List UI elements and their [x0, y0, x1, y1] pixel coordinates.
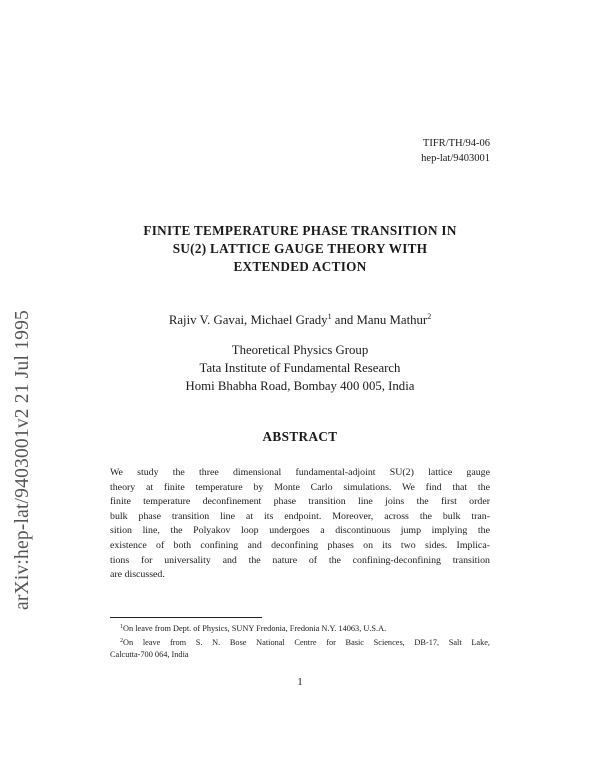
abstract-text [110, 466, 490, 583]
author-name: Manu Mathur [356, 313, 428, 327]
affiliation-line: Homi Bhabha Road, Bombay 400 005, India [185, 379, 415, 393]
footnote-marker: 2 [120, 638, 123, 645]
footnote-2 [110, 635, 490, 649]
abstract-line: bulk phase transition line at its endpoint. Moreover, across the bulk tran- [110, 510, 490, 522]
abstract-line: are discussed. [110, 569, 165, 581]
footnote-marker: 1 [327, 312, 332, 321]
author-list [80, 312, 520, 328]
abstract-heading: ABSTRACT [262, 429, 338, 444]
affiliation-line: Theoretical Physics Group [231, 343, 369, 357]
page-number: 1 [297, 676, 303, 688]
abstract-line: finite temperature deconfinement phase transition line joins the first order [110, 496, 490, 508]
title-line: EXTENDED ACTION [233, 259, 367, 274]
arxiv-margin-stamp: arXiv:hep-lat/9403001v2 21 Jul 1995 [12, 309, 33, 610]
abstract-line: sition line, the Polyakov loop undergoes a discontinuous jump implying the [110, 525, 490, 537]
footnote-marker: 2 [427, 312, 432, 321]
arxiv-identifier: hep-lat/9403001 [421, 153, 490, 164]
footnote-2-continuation: Calcutta-700 064, India [110, 650, 189, 660]
report-numbers [421, 136, 490, 166]
abstract-line: existence of both confining and deconfining phases on its two sides. Implica- [110, 539, 490, 551]
author-conjunction: and [331, 313, 357, 327]
abstract-line: We study the three dimensional fundamental-adjoint SU(2) lattice gauge [110, 467, 490, 478]
affiliation-line: Tata Institute of Fundamental Research [199, 361, 401, 375]
footnote-text: On leave from S. N. Bose National Centre for Basic Sciences, DB-17, Salt Lake, [123, 638, 490, 648]
footnote-marker: 1 [120, 624, 123, 630]
author-name: Michael Grady [250, 313, 328, 327]
title-line: FINITE TEMPERATURE PHASE TRANSITION IN [143, 223, 457, 238]
paper-title [80, 222, 520, 276]
author-name: Rajiv V. Gavai, [168, 313, 251, 327]
footnote-text: On leave from Dept. of Physics, SUNY Fredonia, Fredonia N.Y. 14063, U.S.A. [123, 624, 387, 633]
affiliation [80, 341, 520, 395]
title-line: SU(2) LATTICE GAUGE THEORY WITH [172, 241, 428, 256]
footnote-1 [110, 621, 490, 635]
report-number: TIFR/TH/94-06 [422, 138, 490, 149]
abstract-line: tions for universality and the nature of the confining-deconfining transition [110, 554, 490, 566]
footnotes [110, 621, 490, 662]
footnote-rule [110, 617, 262, 618]
abstract-line: theory at finite temperature by Monte Carlo simulations. We find that the [110, 481, 490, 493]
